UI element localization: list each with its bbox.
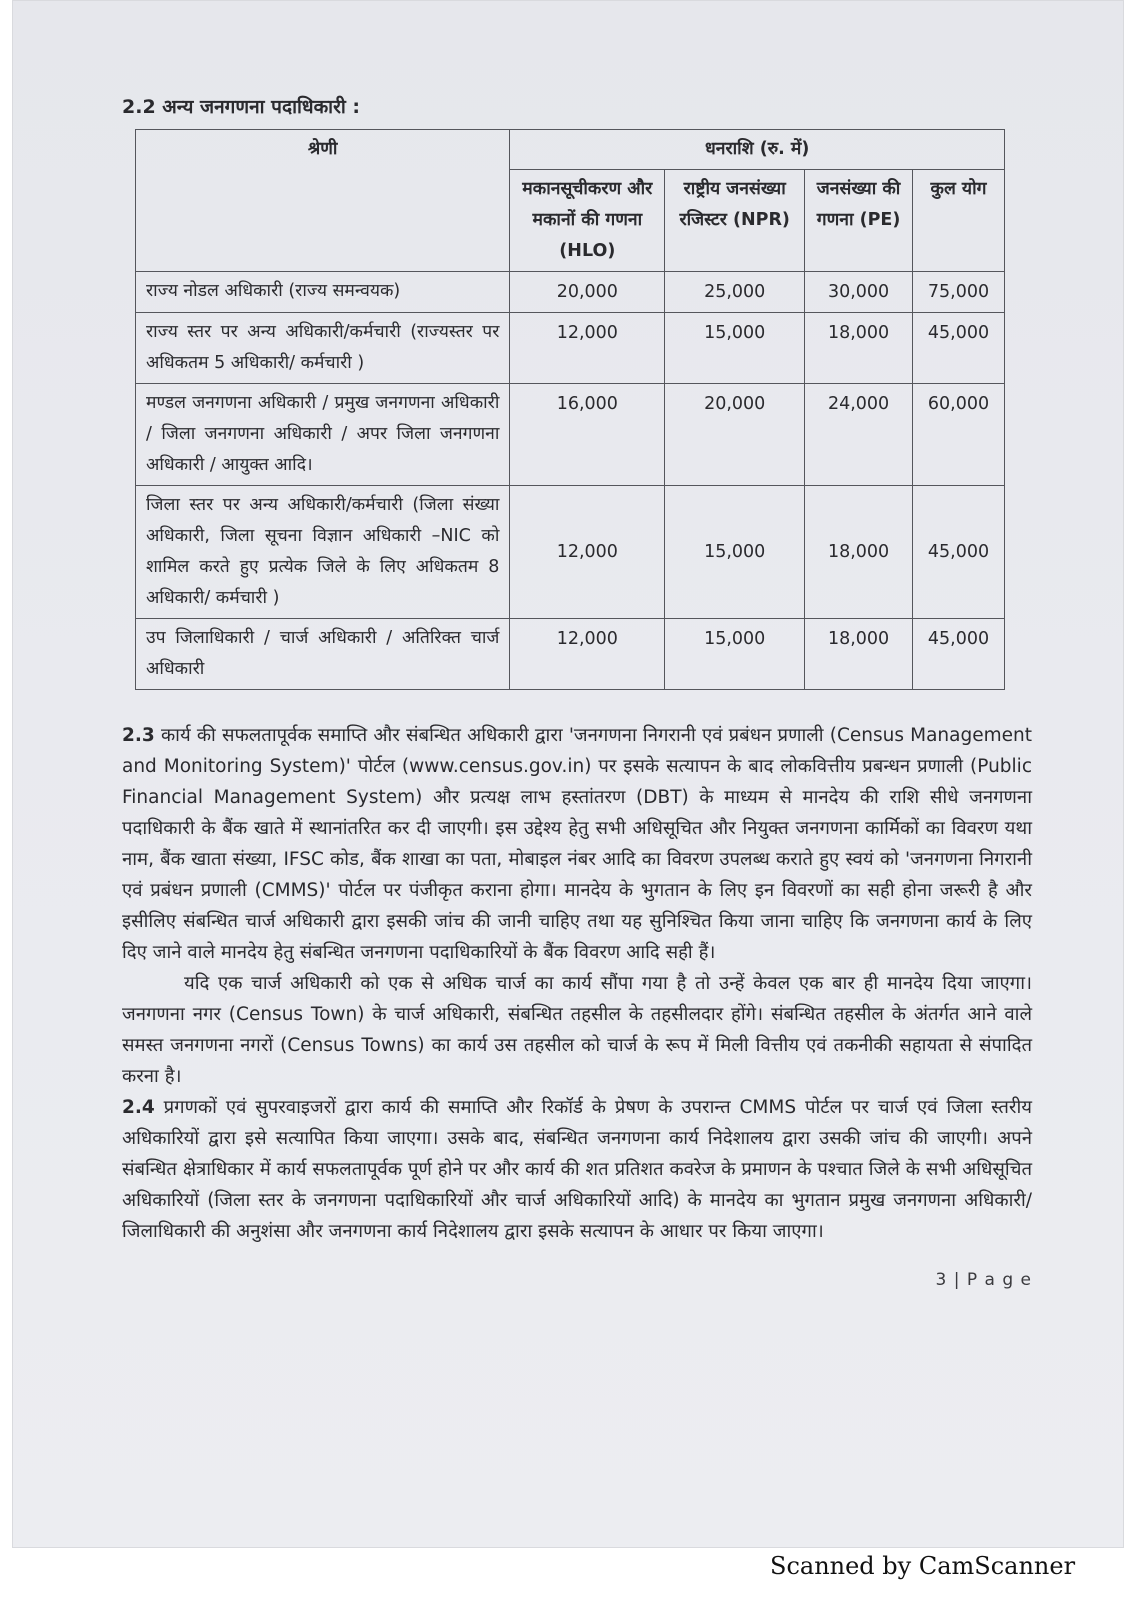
cell-npr: 15,000 bbox=[665, 619, 805, 690]
section-number: 2.3 bbox=[122, 725, 155, 746]
paragraph-2-3 bbox=[122, 720, 1032, 968]
column-header-npr: राष्ट्रीय जनसंख्या रजिस्टर (NPR) bbox=[665, 170, 805, 272]
cell-npr: 25,000 bbox=[665, 272, 805, 313]
honorarium-table bbox=[135, 129, 1005, 690]
table-header-row bbox=[136, 130, 1005, 170]
column-header-pe: जनसंख्या की गणना (PE) bbox=[805, 170, 913, 272]
paragraph-text: प्रगणकों एवं सुपरवाइजरों द्वारा कार्य की समाप्ति और रिकॉर्ड के प्रेषण के उपरान्त CMMS पोर्टल पर चार्ज एवं जिला स्तरीय अधिकारियों द्वारा इसे सत्यापित किया जाएगा। उसके बाद, संबन्धित जनगणना कार्य निदेशालय द्वारा उसकी जांच की जाएगी। अपने संबन्धित क्षेत्राधिकार में कार्य सफलतापूर्वक पूर्ण होने पर और कार्य की शत प्रतिशत कवरेज के प्रमाणन के पश्चात जिले के सभी अधिसूचित अधिकारियों (जिला स्तर के जनगणना पदाधिकारियों और चार्ज अधिकारियों आदि) के मानदेय का भुगतान प्रमुख जनगणना अधिकारी/जिलाधिकारी की अनुशंसा और जनगणना कार्य निदेशालय द्वारा इसके सत्यापन के आधार पर किया जाएगा। bbox=[122, 1097, 1032, 1242]
paragraph-2-3-continued: यदि एक चार्ज अधिकारी को एक से अधिक चार्ज का कार्य सौंपा गया है तो उन्हें केवल एक बार ही मानदेय दिया जाएगा। जनगणना नगर (Census Town) के चार्ज अधिकारी, संबन्धित तहसील के तहसीलदार होंगे। संबन्धित तहसील के अंतर्गत आने वाले समस्त जनगणना नगरों (Census Towns) का कार्य उस तहसील को चार्ज के रूप में मिली वित्तीय एवं तकनीकी सहायता से संपादित करना है। bbox=[122, 973, 1032, 1087]
paragraph-2-4 bbox=[122, 1092, 1032, 1247]
table-row bbox=[136, 486, 1005, 619]
cell-npr: 20,000 bbox=[665, 384, 805, 486]
paragraph-text: कार्य की सफलतापूर्वक समाप्ति और संबन्धित अधिकारी द्वारा 'जनगणना निगरानी एवं प्रबंधन प्रणाली (Census Management and Monitoring System)' पोर्टल (www.census.gov.in) पर इसके सत्यापन के बाद लोकवित्तीय प्रबन्धन प्रणाली (Public Financial Management System) और प्रत्यक्ष लाभ हस्तांतरण (DBT) के माध्यम से मानदेय की राशि सीधे जनगणना पदाधिकारी के बैंक खाते में स्थानांतरित कर दी जाएगी। इस उद्देश्य हेतु सभी अधिसूचित और नियुक्त जनगणना कार्मिकों का विवरण यथा नाम, बैंक खाता संख्या, IFSC कोड, बैंक शाखा का पता, मोबाइल नंबर आदि का विवरण उपलब्ध कराते हुए स्वयं को 'जनगणना निगरानी एवं प्रबंधन प्रणाली (CMMS)' पोर्टल पर पंजीकृत कराना होगा। मानदेय के भुगतान के लिए इन विवरणों का सही होना जरूरी है और इसीलिए संबन्धित चार्ज अधिकारी द्वारा इसकी जांच की जानी चाहिए तथा यह सुनिश्चित किया जाना चाहिए कि जनगणना कार्य के लिए दिए जाने वाले मानदेय हेतु संबन्धित जनगणना पदाधिकारियों के बैंक विवरण आदि सही हैं। bbox=[122, 725, 1032, 963]
cell-pe: 18,000 bbox=[805, 486, 913, 619]
column-header-hlo: मकानसूचीकरण और मकानों की गणना (HLO) bbox=[510, 170, 665, 272]
row-category: उप जिलाधिकारी / चार्ज अधिकारी / अतिरिक्त चार्ज अधिकारी bbox=[136, 619, 510, 690]
cell-hlo: 12,000 bbox=[510, 486, 665, 619]
scanner-watermark: Scanned by CamScanner bbox=[770, 1552, 1076, 1580]
cell-hlo: 12,000 bbox=[510, 619, 665, 690]
row-category: जिला स्तर पर अन्य अधिकारी/कर्मचारी (जिला संख्या अधिकारी, जिला सूचना विज्ञान अधिकारी –NIC को शामिल करते हुए प्रत्येक जिले के लिए अधिकतम 8 अधिकारी/ कर्मचारी ) bbox=[136, 486, 510, 619]
page-number: 3 | P a g e bbox=[935, 1270, 1032, 1290]
document-page bbox=[122, 92, 1032, 1290]
section-number: 2.4 bbox=[122, 1097, 155, 1118]
row-category: मण्डल जनगणना अधिकारी / प्रमुख जनगणना अधिकारी / जिला जनगणना अधिकारी / अपर जिला जनगणना अधिकारी / आयुक्त आदि। bbox=[136, 384, 510, 486]
cell-hlo: 16,000 bbox=[510, 384, 665, 486]
cell-total: 45,000 bbox=[913, 313, 1005, 384]
table-row bbox=[136, 313, 1005, 384]
cell-pe: 30,000 bbox=[805, 272, 913, 313]
cell-pe: 24,000 bbox=[805, 384, 913, 486]
cell-pe: 18,000 bbox=[805, 313, 913, 384]
table-row bbox=[136, 272, 1005, 313]
cell-npr: 15,000 bbox=[665, 486, 805, 619]
row-category: राज्य नोडल अधिकारी (राज्य समन्वयक) bbox=[136, 272, 510, 313]
cell-total: 45,000 bbox=[913, 619, 1005, 690]
cell-total: 45,000 bbox=[913, 486, 1005, 619]
category-header: श्रेणी bbox=[136, 130, 510, 272]
table-row bbox=[136, 619, 1005, 690]
cell-total: 60,000 bbox=[913, 384, 1005, 486]
table-row bbox=[136, 384, 1005, 486]
section-heading: 2.2 अन्य जनगणना पदाधिकारी : bbox=[122, 96, 361, 118]
cell-pe: 18,000 bbox=[805, 619, 913, 690]
amount-header: धनराशि (रु. में) bbox=[510, 130, 1005, 170]
cell-hlo: 12,000 bbox=[510, 313, 665, 384]
column-header-total: कुल योग bbox=[913, 170, 1005, 272]
cell-total: 75,000 bbox=[913, 272, 1005, 313]
cell-npr: 15,000 bbox=[665, 313, 805, 384]
cell-hlo: 20,000 bbox=[510, 272, 665, 313]
row-category: राज्य स्तर पर अन्य अधिकारी/कर्मचारी (राज्यस्तर पर अधिकतम 5 अधिकारी/ कर्मचारी ) bbox=[136, 313, 510, 384]
